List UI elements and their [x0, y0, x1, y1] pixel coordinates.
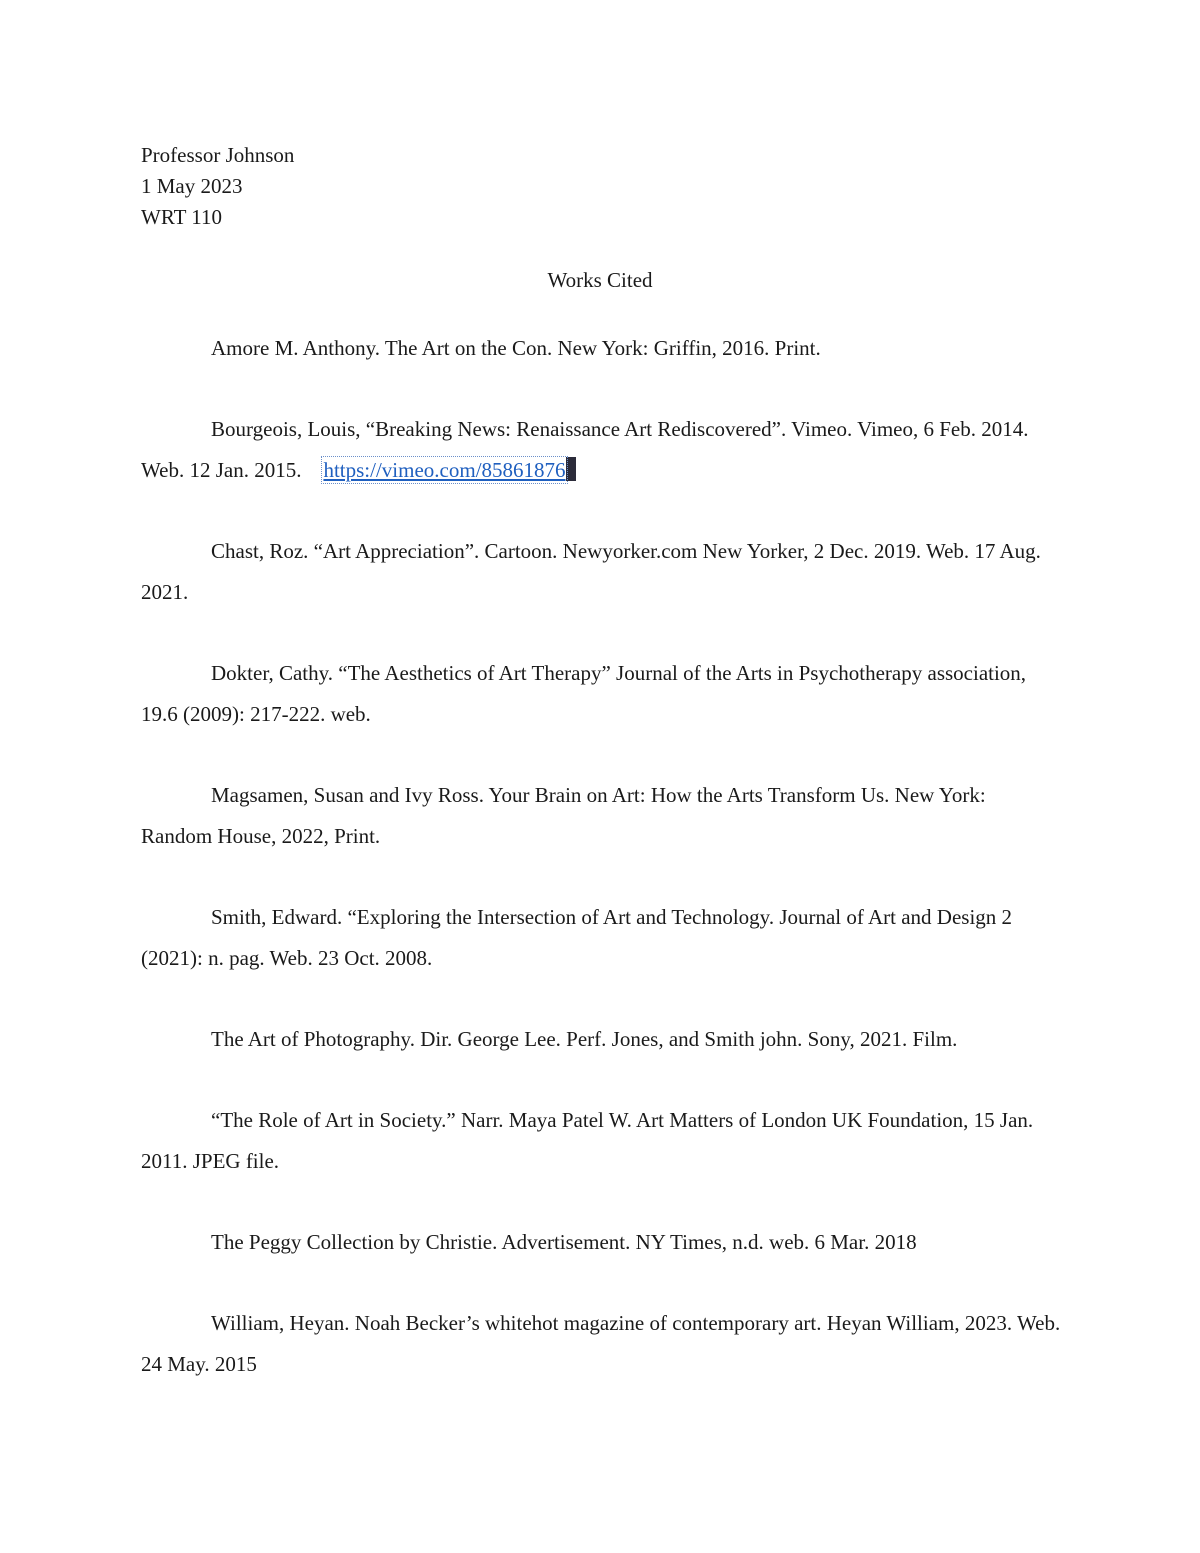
- page-title: Works Cited: [547, 268, 653, 292]
- citation-entry: [141, 409, 1061, 491]
- citation-entry: [141, 1019, 1061, 1060]
- citation-entry: [141, 1303, 1061, 1385]
- citation-text: Chast, Roz. “Art Appreciation”. Cartoon. Newyorker.com New Yorker, 2 Dec. 2019. Web. 17 Aug. 2021.: [141, 539, 1041, 604]
- citation-entry: [141, 531, 1061, 613]
- course-code: WRT 110: [141, 205, 222, 229]
- citation-entry: [141, 653, 1061, 735]
- citation-entry: [141, 775, 1061, 857]
- citation-text: Magsamen, Susan and Ivy Ross. Your Brain on Art: How the Arts Transform Us. New York: Random House, 2022, Print.: [141, 783, 986, 848]
- citation-entry: [141, 1222, 1061, 1263]
- citation-text: The Art of Photography. Dir. George Lee. Perf. Jones, and Smith john. Sony, 2021. Film.: [211, 1027, 958, 1051]
- citation-text: Dokter, Cathy. “The Aesthetics of Art Therapy” Journal of the Arts in Psychotherapy association, 19.6 (2009): 217-222. web.: [141, 661, 1027, 726]
- instructor-name: Professor Johnson: [141, 143, 295, 167]
- citation-text: “The Role of Art in Society.” Narr. Maya Patel W. Art Matters of London UK Foundation, 15 Jan. 2011. JPEG file.: [141, 1108, 1034, 1173]
- document-date: 1 May 2023: [141, 174, 243, 198]
- citation-entry: [141, 897, 1061, 979]
- text-cursor: [566, 457, 576, 481]
- header-block: [141, 140, 294, 233]
- citation-text: The Peggy Collection by Christie. Advertisement. NY Times, n.d. web. 6 Mar. 2018: [211, 1230, 917, 1254]
- citation-text: Bourgeois, Louis, “Breaking News: Renaissance Art Rediscovered”. Vimeo. Vimeo, 6 Feb. 2014. Web. 12 Jan. 2015.: [141, 417, 1029, 482]
- citation-entry: [141, 1100, 1061, 1182]
- citation-text: Smith, Edward. “Exploring the Intersection of Art and Technology. Journal of Art and Design 2 (2021): n. pag. Web. 23 Oct. 2008.: [141, 905, 1013, 970]
- works-cited-list: [141, 328, 1061, 1425]
- citation-text: Amore M. Anthony. The Art on the Con. New York: Griffin, 2016. Print.: [211, 336, 821, 360]
- citation-entry: [141, 328, 1061, 369]
- citation-text: William, Heyan. Noah Becker’s whitehot magazine of contemporary art. Heyan William, 2023. Web. 24 May. 2015: [141, 1311, 1061, 1376]
- citation-link[interactable]: https://vimeo.com/85861876: [323, 458, 566, 482]
